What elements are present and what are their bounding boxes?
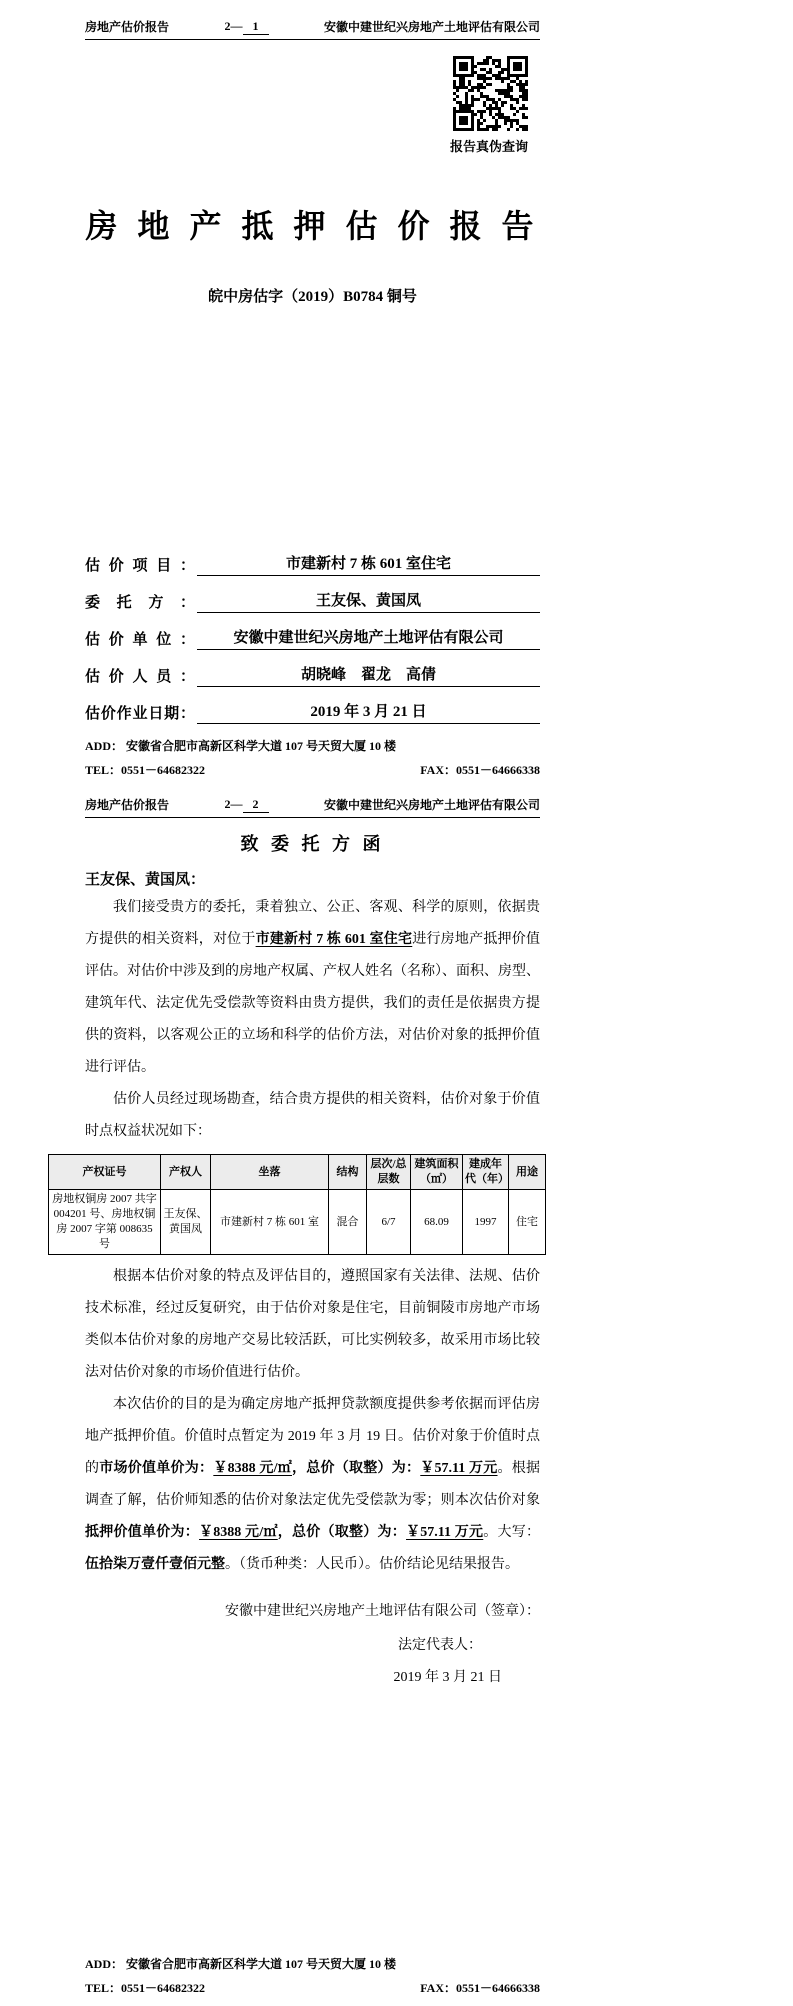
unit-price-value: ￥8388 元/㎡ [213,1461,292,1476]
signature-legal-rep: 法定代表人： [398,1638,482,1653]
page-1 [0,0,625,788]
field-label: 委托方： [85,595,195,611]
footer-tel: TEL：0551－64682322 [85,1981,206,1995]
th-certificate-no: 产权证号 [49,1155,161,1190]
salutation: 王友保、黄国凤： [85,872,206,888]
paragraph-entrust [85,892,540,1084]
th-area: 建筑面积（㎡） [411,1155,463,1190]
th-year-built: 建成年代（年） [463,1155,509,1190]
text-run: 本次估价的目的是为确定房地产抵押贷款额度提供参考依据而评估房地产抵押价值。价值时点暂定为 2019 年 3 月 19 日。估价对象于价值时点的 [85,1397,540,1476]
field-value: 胡晓峰 翟龙 高倩 [197,663,540,687]
page-1-header [85,0,540,40]
cell-usage: 住宅 [509,1190,546,1255]
field-label: 估价人员： [85,669,195,685]
page-2 [0,788,625,2006]
text-run: 我们接受贵方的委托，秉着独立、公正、客观、科学的原则，依据贵方提供的相关资料，对位于 [85,900,540,947]
cell-structure: 混合 [329,1190,367,1255]
signature-date: 2019 年 3 月 21 日 [393,1670,502,1685]
header-report-type: 房地产估价报告 [85,798,170,812]
property-name-emphasis: 市建新村 7 栋 601 室住宅 [255,932,413,947]
field-label: 估价作业日期： [85,706,195,722]
field-row-agency [85,613,540,650]
cell-year-built: 1997 [463,1190,509,1255]
footer-fax: FAX：0551－64666338 [420,763,540,777]
page-indicator-prefix: 2— [224,19,243,33]
qr-block [85,56,540,155]
cell-certificate-no: 房地权铜房 2007 共字 004201 号、房地权铜房 2007 字第 008635 号 [49,1190,161,1255]
page-2-header [85,788,540,818]
table-row [49,1190,546,1255]
page-indicator [225,797,269,813]
footer-fax: FAX：0551－64666338 [420,1981,540,1995]
field-value: 王友保、黄国凤 [197,589,540,613]
cell-floor: 6/7 [367,1190,411,1255]
footer-address: ADD： 安徽省合肥市高新区科学大道 107 号天贸大厦 10 楼 [85,739,396,753]
header-report-type: 房地产估价报告 [85,20,170,34]
text-run: 。（货币种类：人民币）。估价结论见结果报告。 [225,1557,519,1572]
page-2-footer [85,1955,540,1996]
amount-in-words: 伍拾柒万壹仟壹佰元整 [85,1557,225,1572]
footer-address: ADD： 安徽省合肥市高新区科学大道 107 号天贸大厦 10 楼 [85,1957,396,1971]
field-label: 估价项目： [85,558,195,574]
mortgage-unit-price-value: ￥8388 元/㎡ [199,1525,278,1540]
field-value: 2019 年 3 月 21 日 [197,700,540,724]
total-price-value: ￥57.11 万元 [420,1461,498,1476]
field-row-appraisers [85,650,540,687]
text-run: 进行房地产抵押价值评估。对估价中涉及到的房地产权属、产权人姓名（名称）、面积、房型、建筑年代、法定优先受偿款等资料由贵方提供，我们的责任是依据贵方提供的资料，以客观公正的立场和科学的估价方法，对估价对象的抵押价值进行评估。 [85,932,540,1075]
field-row-date [85,687,540,724]
field-value: 市建新村 7 栋 601 室住宅 [197,552,540,576]
th-usage: 用途 [509,1155,546,1190]
cover-fields [85,539,540,724]
th-structure: 结构 [329,1155,367,1190]
th-location: 坐落 [211,1155,329,1190]
page-1-footer [85,737,540,778]
mortgage-total-price-value: ￥57.11 万元 [406,1525,484,1540]
table-header-row [49,1155,546,1190]
qr-caption: 报告真伪查询 [449,139,528,154]
mortgage-total-price-label: ，总价（取整）为： [277,1525,407,1540]
report-number: 皖中房估字（2019）B0784 铜号 [208,289,417,305]
th-owner: 产权人 [161,1155,211,1190]
field-label: 估价单位： [85,632,195,648]
page-number: 1 [243,19,269,35]
field-value: 安徽中建世纪兴房地产土地评估有限公司 [197,626,540,650]
footer-tel: TEL：0551－64682322 [85,763,206,777]
signature-company: 安徽中建世纪兴房地产土地评估有限公司（签章）： [225,1604,540,1619]
header-company-name: 安徽中建世纪兴房地产土地评估有限公司 [323,798,540,812]
paragraph-conclusion [85,1389,540,1581]
page-indicator [225,19,269,35]
cell-area: 68.09 [411,1190,463,1255]
market-value-label: 市场价值单价为： [99,1461,214,1476]
qr-code-icon [453,56,528,131]
text-run: 。大写： [483,1525,541,1540]
header-company-name: 安徽中建世纪兴房地产土地评估有限公司 [323,20,540,34]
field-row-client [85,576,540,613]
paragraph-method: 根据本估价对象的特点及评估目的，遵照国家有关法律、法规、估价技术标准，经过反复研究，由于估价对象是住宅，目前铜陵市房地产市场类似本估价对象的房地产交易比较活跃，可比实例较多，故采用市场比较法对估价对象的市场价值进行估价。 [85,1269,540,1380]
field-row-project [85,539,540,576]
th-floor: 层次/总层数 [367,1155,411,1190]
letter-title: 致 委 托 方 函 [240,834,385,854]
cell-location: 市建新村 7 栋 601 室 [211,1190,329,1255]
report-title: 房 地 产 抵 押 估 价 报 告 [85,208,540,244]
page-number: 2 [243,797,269,813]
property-rights-table [48,1154,546,1255]
total-price-label: ，总价（取整）为： [291,1461,421,1476]
paragraph-survey: 估价人员经过现场勘查，结合贵方提供的相关资料，估价对象于价值时点权益状况如下： [85,1092,540,1139]
page-indicator-prefix: 2— [224,797,243,811]
mortgage-value-label: 抵押价值单价为： [85,1525,200,1540]
text-run: 。根据调查了解，估价师知悉的估价对象法定优先受偿款为零；则本次估价对象 [85,1461,541,1508]
cell-owner: 王友保、黄国凤 [161,1190,211,1255]
